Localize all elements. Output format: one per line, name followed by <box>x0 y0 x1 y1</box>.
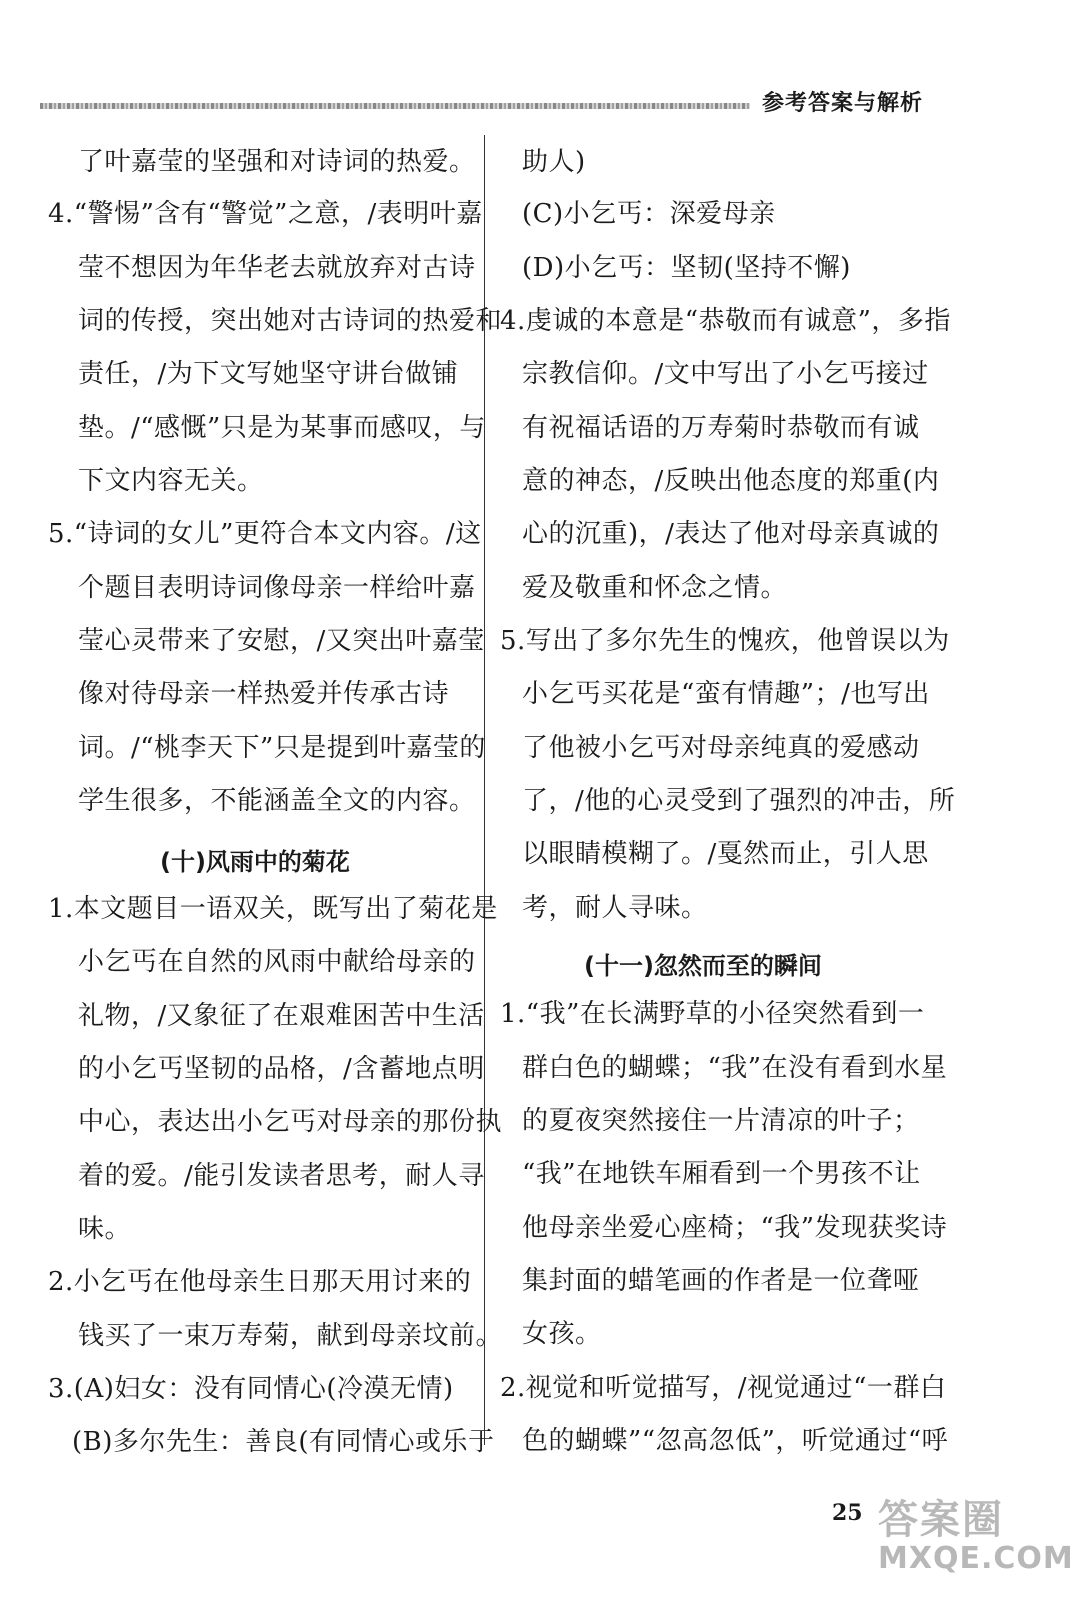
text-line: 心的沉重)，/表达了他对母亲真诚的 <box>522 519 940 549</box>
text-line: 礼物，/又象征了在艰难困苦中生活 <box>78 1001 485 1031</box>
text-line: 考，耐人寻味。 <box>522 893 708 923</box>
text-line: 女孩。 <box>522 1319 602 1349</box>
text-line: 以眼睛模糊了。/戛然而止，引人思 <box>522 839 929 869</box>
text-line: 助人) <box>522 147 586 177</box>
text-line: 群白色的蝴蝶；“我”在没有看到水星 <box>522 1053 948 1083</box>
text-line: 的夏夜突然接住一片清凉的叶子； <box>522 1106 920 1136</box>
text-line: 了他被小乞丐对母亲纯真的爱感动 <box>522 733 920 763</box>
text-line: 意的神态，/反映出他态度的郑重(内 <box>522 466 940 496</box>
text-line: 责任，/为下文写她坚守讲台做铺 <box>78 359 459 389</box>
text-line: 3.(A)妇女：没有同情心(冷漠无情) <box>48 1374 454 1404</box>
text-line: 爱及敬重和怀念之情。 <box>522 573 788 603</box>
text-line: 垫。/“感慨”只是为某事而感叹，与 <box>78 413 486 443</box>
text-line: 像对待母亲一样热爱并传承古诗 <box>78 679 450 709</box>
text-line: 集封面的蜡笔画的作者是一位聋哑 <box>522 1266 920 1296</box>
text-line: 个题目表明诗词像母亲一样给叶嘉 <box>78 573 476 603</box>
text-line: 味。 <box>78 1214 132 1244</box>
text-line: 4.“警惕”含有“警觉”之意，/表明叶嘉 <box>48 199 483 229</box>
text-line: 宗教信仰。/文中写出了小乞丐接过 <box>522 359 929 389</box>
text-line: 5.写出了多尔先生的愧疚，他曾误以为 <box>500 626 950 656</box>
text-line: 1.“我”在长满野草的小径突然看到一 <box>500 999 925 1029</box>
text-line: 下文内容无关。 <box>78 466 264 496</box>
text-line: 了叶嘉莹的坚强和对诗词的热爱。 <box>78 147 476 177</box>
text-line: (B)多尔先生：善良(有同情心或乐于 <box>72 1427 495 1457</box>
text-line: 5.“诗词的女儿”更符合本文内容。/这 <box>48 519 482 549</box>
text-line: 莹不想因为年华老去就放弃对古诗 <box>78 253 476 283</box>
page-header-title: 参考答案与解析 <box>762 91 924 116</box>
text-line: 他母亲坐爱心座椅；“我”发现获奖诗 <box>522 1213 948 1243</box>
watermark-bottom-text: MXQE.COM <box>878 1541 1074 1576</box>
text-line: 4.虔诚的本意是“恭敬而有诚意”，多指 <box>500 306 951 336</box>
text-line: 中心，表达出小乞丐对母亲的那份执 <box>78 1107 503 1137</box>
text-line: 莹心灵带来了安慰，/又突出叶嘉莹 <box>78 626 485 656</box>
text-line: 词。/“桃李天下”只是提到叶嘉莹的 <box>78 733 486 763</box>
text-line: 的小乞丐坚韧的品格，/含蓄地点明 <box>78 1054 485 1084</box>
section-heading: (十)风雨中的菊花 <box>160 848 350 876</box>
text-line: “我”在地铁车厢看到一个男孩不让 <box>522 1159 921 1189</box>
text-line: 有祝福话语的万寿菊时恭敬而有诚 <box>522 413 920 443</box>
text-line: (D)小乞丐：坚韧(坚持不懈) <box>522 253 851 283</box>
text-line: 钱买了一束万寿菊，献到母亲坟前。 <box>78 1321 503 1351</box>
section-heading: (十一)忽然而至的瞬间 <box>584 952 822 980</box>
text-line: 了，/他的心灵受到了强烈的冲击，所 <box>522 786 956 816</box>
text-line: (C)小乞丐：深爱母亲 <box>522 199 776 229</box>
text-line: 1.本文题目一语双关，既写出了菊花是 <box>48 894 498 924</box>
watermark <box>878 1488 1074 1588</box>
text-line: 色的蝴蝶”“忽高忽低”，听觉通过“呼 <box>522 1426 949 1456</box>
text-line: 2.视觉和听觉描写，/视觉通过“一群白 <box>500 1373 947 1403</box>
header-rule <box>40 103 750 109</box>
text-line: 2.小乞丐在他母亲生日那天用讨来的 <box>48 1267 472 1297</box>
watermark-top-text: 答案圈 <box>878 1497 1004 1543</box>
text-line: 小乞丐在自然的风雨中献给母亲的 <box>78 947 476 977</box>
text-line: 着的爱。/能引发读者思考，耐人寻 <box>78 1161 485 1191</box>
text-line: 学生很多，不能涵盖全文的内容。 <box>78 786 476 816</box>
text-line: 小乞丐买花是“蛮有情趣”；/也写出 <box>522 679 930 709</box>
page-number: 25 <box>832 1500 863 1526</box>
text-line: 词的传授，突出她对古诗词的热爱和 <box>78 306 503 336</box>
